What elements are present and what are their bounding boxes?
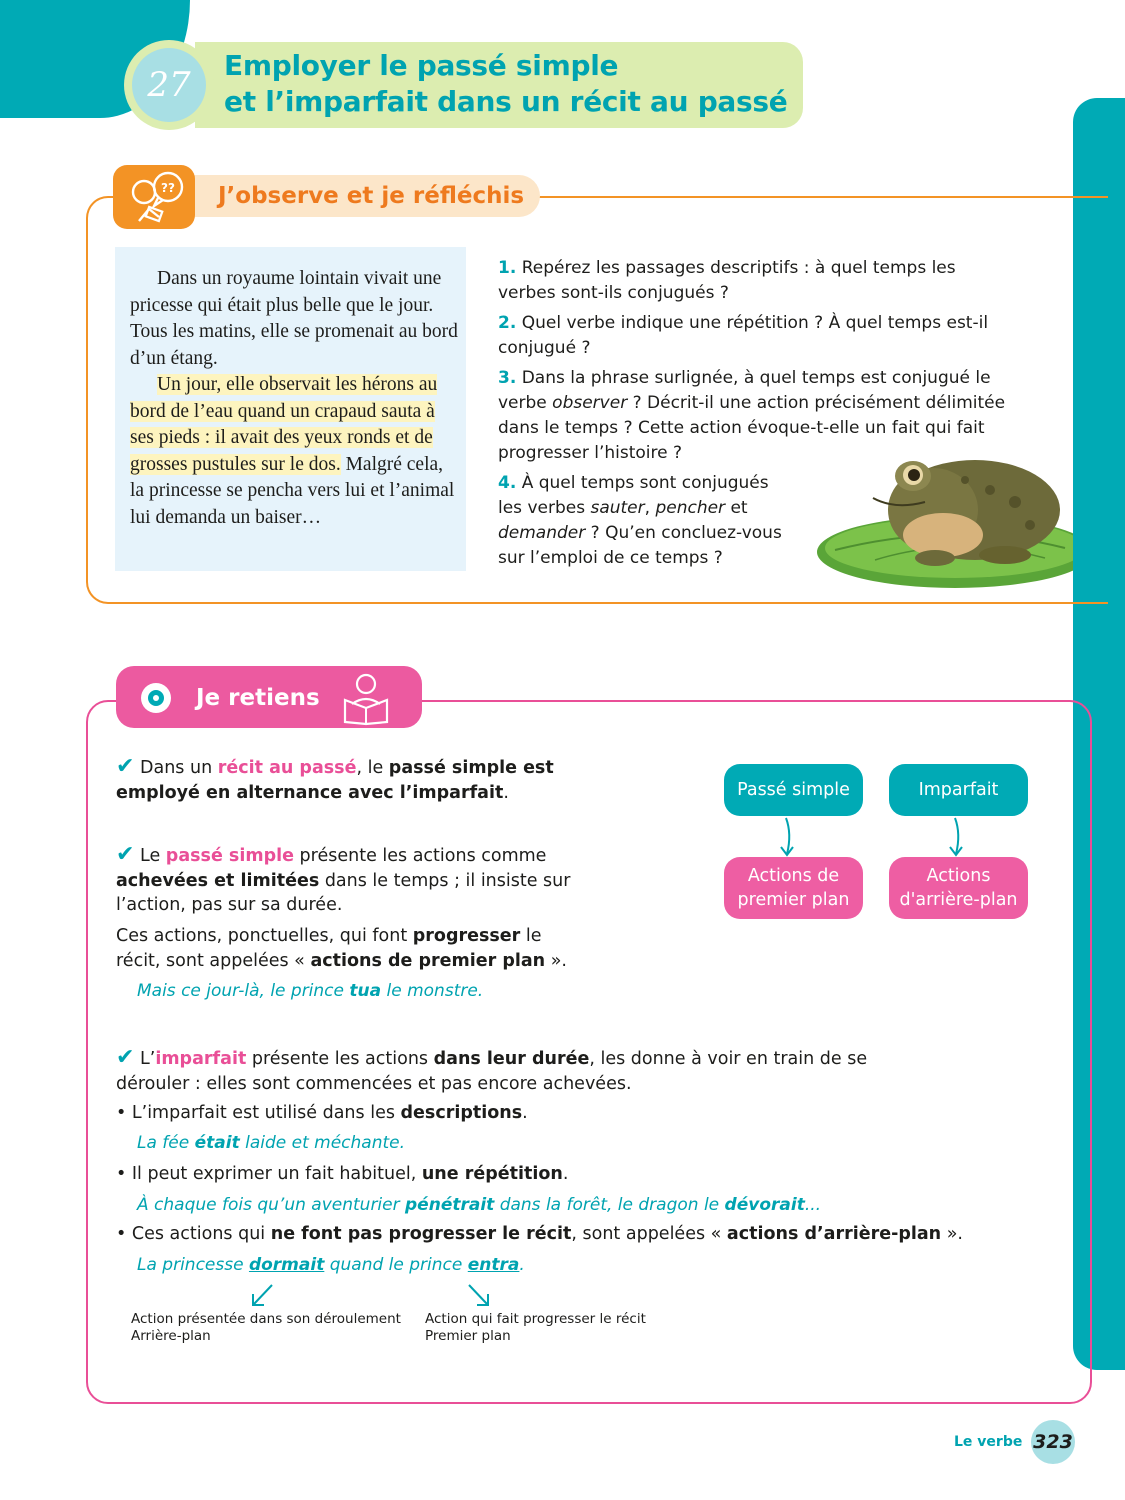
reading-person-icon xyxy=(340,670,392,726)
bullet-target-icon-core xyxy=(153,695,159,701)
annotation-premier-plan: Action qui fait progresser le récit Premier plan xyxy=(425,1311,646,1344)
diagram-passe-simple: Passé simple xyxy=(724,764,863,816)
rule-imparfait: ✔ L’imparfait présente les actions dans leur durée, les donne à voir en train de se dérouler : elles sont commencées et pas encore achevées. xyxy=(116,1045,868,1094)
diagram-actions-premier-plan: Actions de premier plan xyxy=(724,857,863,919)
toad-on-lily-pad-illustration xyxy=(815,440,1073,590)
question-3: 3. Dans la phrase surlignée, à quel temps est conjugué le verbe observer ? Décrit-il une action précisément délimitée dans le temps ? Cette action évoque-t-elle un fait qui fait progresser l’histoire ? xyxy=(498,368,1006,463)
example-passe-simple: Mais ce jour-là, le prince tua le monstre. xyxy=(137,981,484,1001)
checkmark-icon: ✔ xyxy=(116,754,135,779)
discussion-icon-glyph: ?? xyxy=(161,181,175,195)
story-excerpt xyxy=(130,266,460,531)
page-title xyxy=(224,48,794,120)
story-paragraph-1: Dans un royaume lointain vivait une pricesse qui était plus belle que le jour. Tous les matins, elle se promenait au bord d’un étang. xyxy=(130,268,458,369)
story-paragraph-2: Un jour, elle observait les hérons au bord de l’eau quand un crapaud sauta à ses pieds : il avait des yeux ronds et de grosses pustules sur le dos. Malgré cela, la princesse se pencha vers lui et l’animal lui demanda un baiser… xyxy=(130,374,455,528)
diagram-imparfait: Imparfait xyxy=(889,764,1028,816)
example-repetition: À chaque fois qu’un aventurier pénétrait dans la forêt, le dragon le dévorait... xyxy=(137,1195,822,1215)
rule-alternance: ✔ Dans un récit au passé, le passé simple est employé en alternance avec l’imparfait. xyxy=(116,754,554,803)
page-title-line-2: et l’imparfait dans un récit au passé xyxy=(224,85,788,118)
question-1: 1. Repérez les passages descriptifs : à quel temps les verbes sont-ils conjugués ? xyxy=(498,258,956,303)
page-number: 323 xyxy=(1033,1431,1073,1453)
page-title-line-1: Employer le passé simple xyxy=(224,49,619,82)
footer-section-label: Le verbe xyxy=(954,1434,1023,1450)
discussion-icon xyxy=(113,165,195,229)
bullet-arriere-plan: • Ces actions qui ne font pas progresser le récit, sont appelées « actions d’arrière-plan ». xyxy=(116,1224,963,1244)
retiens-title: Je retiens xyxy=(196,685,320,711)
annotation-arrow-right xyxy=(465,1282,493,1310)
diagram-arrow-right xyxy=(947,816,967,858)
annotation-arriere-plan: Action présentée dans son déroulement Arrière-plan xyxy=(131,1311,401,1344)
example-arriere-premier-plan: La princesse dormait quand le prince entra. xyxy=(137,1255,525,1275)
annotation-arrow-left xyxy=(248,1282,276,1310)
highlighted-sentence: Un jour, elle observait les hérons au bord de l’eau quand un crapaud sauta à ses pieds : il avait des yeux ronds et de grosses pustules sur le dos. xyxy=(130,374,438,475)
question-2: 2. Quel verbe indique une répétition ? À quel temps est-il conjugué ? xyxy=(498,313,989,358)
diagram-actions-arriere-plan: Actions d'arrière-plan xyxy=(889,857,1028,919)
bullet-repetition: • Il peut exprimer un fait habituel, une répétition. xyxy=(116,1164,569,1184)
diagram-arrow-left xyxy=(778,816,798,858)
bullet-descriptions: • L’imparfait est utilisé dans les descriptions. xyxy=(116,1103,528,1123)
chapter-number: 27 xyxy=(132,48,206,122)
checkmark-icon: ✔ xyxy=(116,1045,135,1070)
example-description: La fée était laide et méchante. xyxy=(137,1133,406,1153)
rule-passe-simple: ✔ Le passé simple présente les actions comme achevées et limitées dans le temps ; il insiste sur l’action, pas sur sa durée. xyxy=(116,842,571,915)
rule-premier-plan: Ces actions, ponctuelles, qui font progresser le récit, sont appelées « actions de premier plan ». xyxy=(116,926,567,971)
question-4: 4. À quel temps sont conjugués les verbes sauter, pencher et demander ? Qu’en concluez-vous sur l’emploi de ce temps ? xyxy=(498,473,782,568)
checkmark-icon: ✔ xyxy=(116,842,135,867)
observe-title: J’observe et je réfléchis xyxy=(218,183,525,209)
